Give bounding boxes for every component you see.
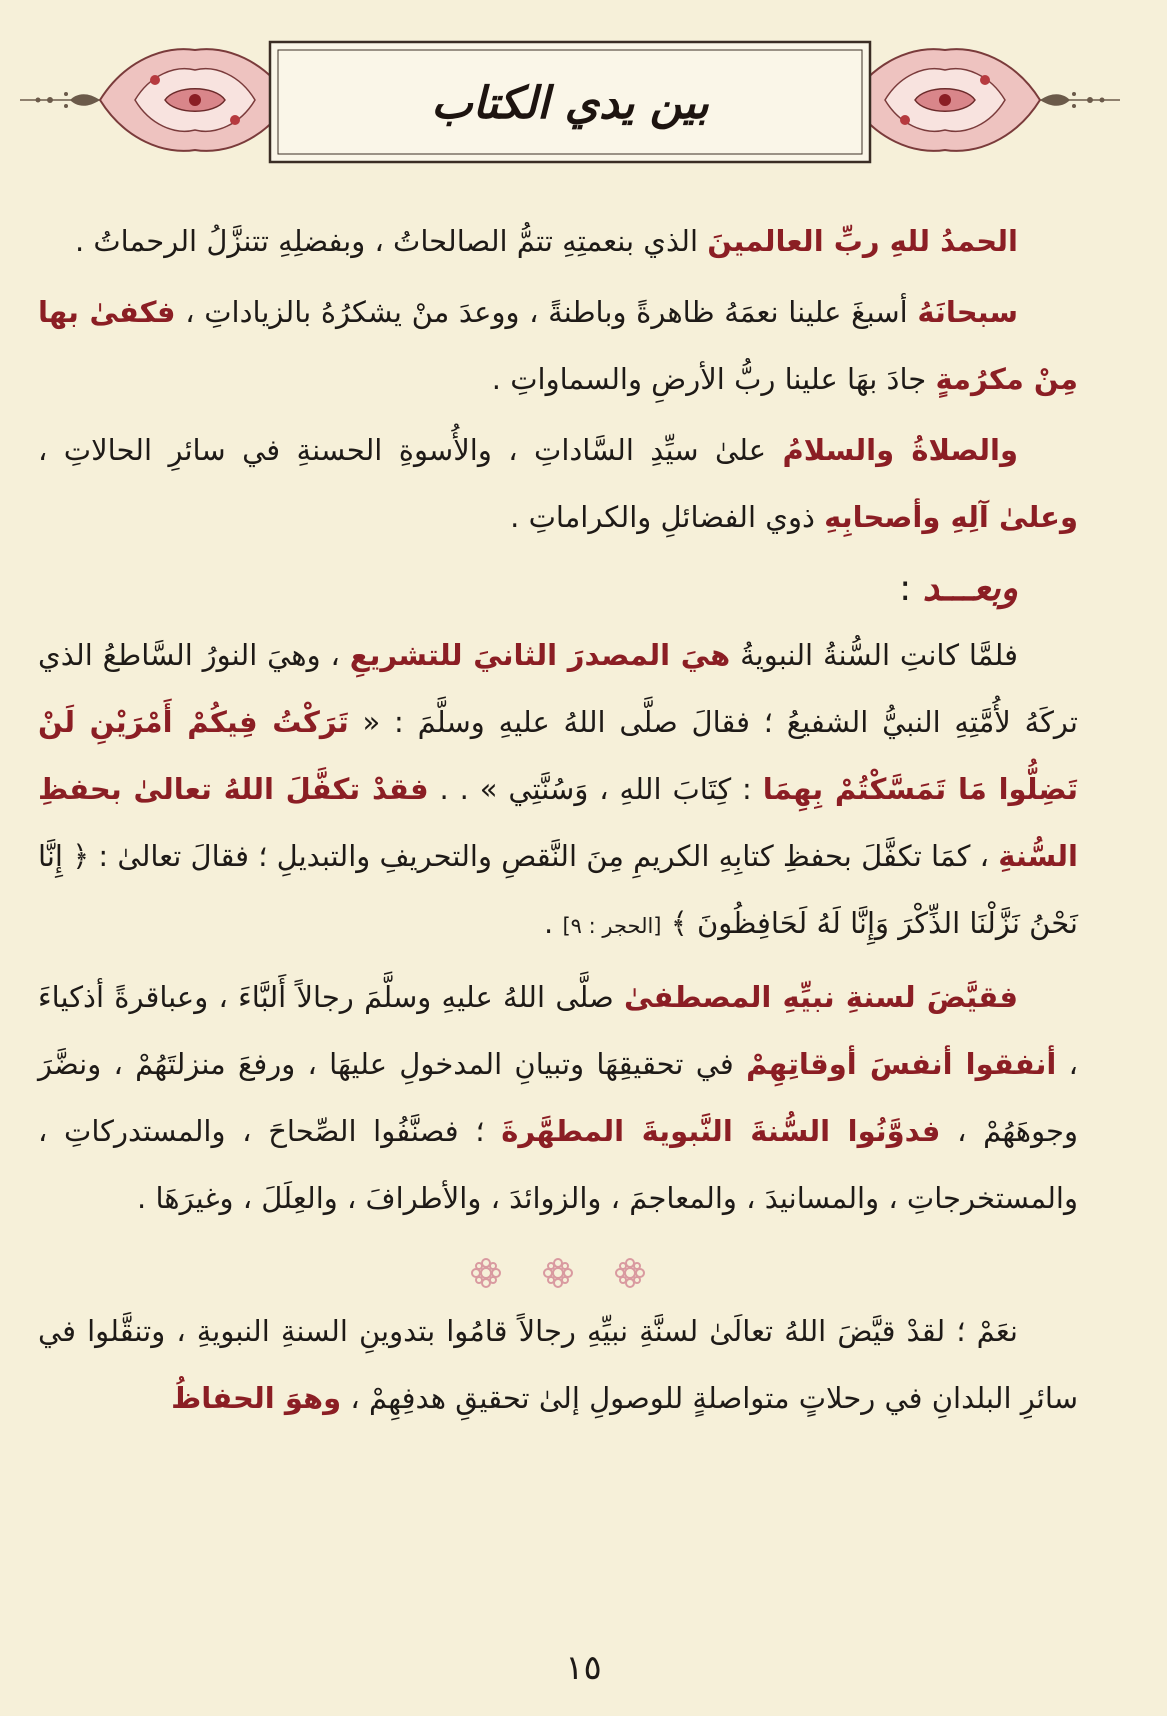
highlighted-phrase: فقيَّضَ لسنةِ نبيِّهِ المصطفىٰ [624, 980, 1019, 1014]
highlighted-phrase: هيَ المصدرَ الثانيَ للتشريعِ [349, 638, 731, 672]
paragraph-text: الذي بنعمتِهِ تتمُّ الصالحاتُ ، وبفضلِهِ تتنزَّلُ الرحماتُ . [74, 224, 708, 258]
paragraph-text: . [544, 906, 563, 940]
paragraph-text: ؛ فصنَّفُوا الصِّحاحَ ، والمستدركاتِ ، والمستخرجاتِ ، والمسانيدَ ، والمعاجمَ ، والزوائدَ ، والأطرافَ ، والعِلَلَ ، وغيرَهَا . [38, 1114, 1078, 1215]
flower-ornament-icon [469, 1247, 503, 1281]
page-number: ١٥ [565, 1648, 602, 1688]
section-separator [38, 1236, 1078, 1292]
paragraph-text: فلمَّا كانتِ السُّنةُ النبويةُ [730, 638, 1018, 672]
quran-reference: [الحجر : ٩] [562, 914, 662, 938]
highlighted-phrase: وهوَ الحفاظُ [171, 1381, 342, 1415]
paragraph-text: ، وهيَ النورُ السَّاطعُ الذي تركَهُ لأُمَّتِهِ النبيُّ الشفيعُ ؛ فقالَ صلَّى اللهُ عليهِ وسلَّمَ : « [38, 638, 1078, 739]
section-heading-word: وبعـــد [922, 568, 1018, 609]
flower-ornament-icon [541, 1247, 575, 1281]
paragraph-text: في تحقيقِهَا وتبيانِ المدخولِ عليهَا ، ورفعَ منزلتَهُمْ ، ونضَّرَ وجوهَهُمْ ، [38, 1047, 1078, 1148]
paragraph [38, 279, 1078, 413]
section-heading [38, 555, 1078, 622]
paragraph-text: نعَمْ ؛ لقدْ قيَّضَ اللهُ تعالَىٰ لسنَّةِ نبيِّهِ رجالاً قامُوا بتدوينِ السنةِ النبويةِ ، وتنقَّلوا في سائرِ البلدانِ في رحلاتٍ متواصلةٍ للوصولِ إلىٰ تحقيقِ هدفِهِمْ ، [38, 1314, 1078, 1415]
paragraph-text: أسبغَ علينا نعمَهُ ظاهرةً وباطنةً ، ووعدَ منْ يشكرُهُ بالزياداتِ ، [175, 295, 918, 329]
highlighted-phrase: فقدْ تكفَّلَ اللهُ تعالىٰ بحفظِ السُّنةِ [38, 772, 1078, 873]
paragraph [38, 622, 1078, 960]
paragraph [38, 208, 1078, 275]
section-heading-colon: : [899, 568, 923, 609]
highlighted-phrase: الحمدُ للهِ ربِّ العالمينَ [707, 224, 1018, 258]
highlighted-phrase: والصلاةُ والسلامُ [782, 433, 1018, 467]
paragraph [38, 417, 1078, 551]
paragraph-text: ذوي الفضائلِ والكراماتِ . [510, 500, 825, 534]
chapter-header [20, 30, 1120, 180]
paragraph [38, 1298, 1078, 1432]
paragraph-text: جادَ بهَا علينا ربُّ الأرضِ والسماواتِ . [491, 362, 936, 396]
highlighted-phrase: فدوَّنُوا السُّنةَ النَّبويةَ المطهَّرةَ [501, 1114, 941, 1148]
hadith-quote: تَرَكْتُ فِيكُمْ أَمْرَيْنِ لَنْ تَضِلُّوا مَا تَمَسَّكْتُمْ بِهِمَا [38, 705, 1078, 806]
paragraph [38, 964, 1078, 1232]
highlighted-phrase: فكفىٰ بها مِنْ مكرُمةٍ [38, 295, 1078, 396]
highlighted-phrase: سبحانَهُ [917, 295, 1018, 329]
paragraph-text: صلَّى اللهُ عليهِ وسلَّمَ رجالاً أَلبَّاءَ ، وعباقرةً أذكياءَ ، [38, 980, 1079, 1081]
flower-ornament-icon [613, 1247, 647, 1281]
paragraph-text: علىٰ سيِّدِ السَّاداتِ ، والأُسوةِ الحسنةِ في سائرِ الحالاتِ ، [38, 433, 783, 467]
paragraph-text: : كِتَابَ اللهِ ، وَسُنَّتِي » . . [428, 772, 763, 806]
paragraph-text: ، كمَا تكفَّلَ بحفظِ كتابِهِ الكريمِ مِنَ النَّقصِ والتحريفِ والتبديلِ ؛ فقالَ تعالىٰ : ﴿ إِنَّا نَحْنُ نَزَّلْنَا الذِّكْرَ وَإِنَّا لَهُ لَحَافِظُونَ ﴾ [38, 839, 1078, 940]
body-text [38, 208, 1078, 1436]
highlighted-phrase: وعلىٰ آلِهِ وأصحابِهِ [824, 500, 1078, 534]
chapter-title: بين يدي الكتاب [431, 78, 709, 129]
highlighted-phrase: أنفقوا أنفسَ أوقاتِهِمْ [746, 1047, 1057, 1081]
